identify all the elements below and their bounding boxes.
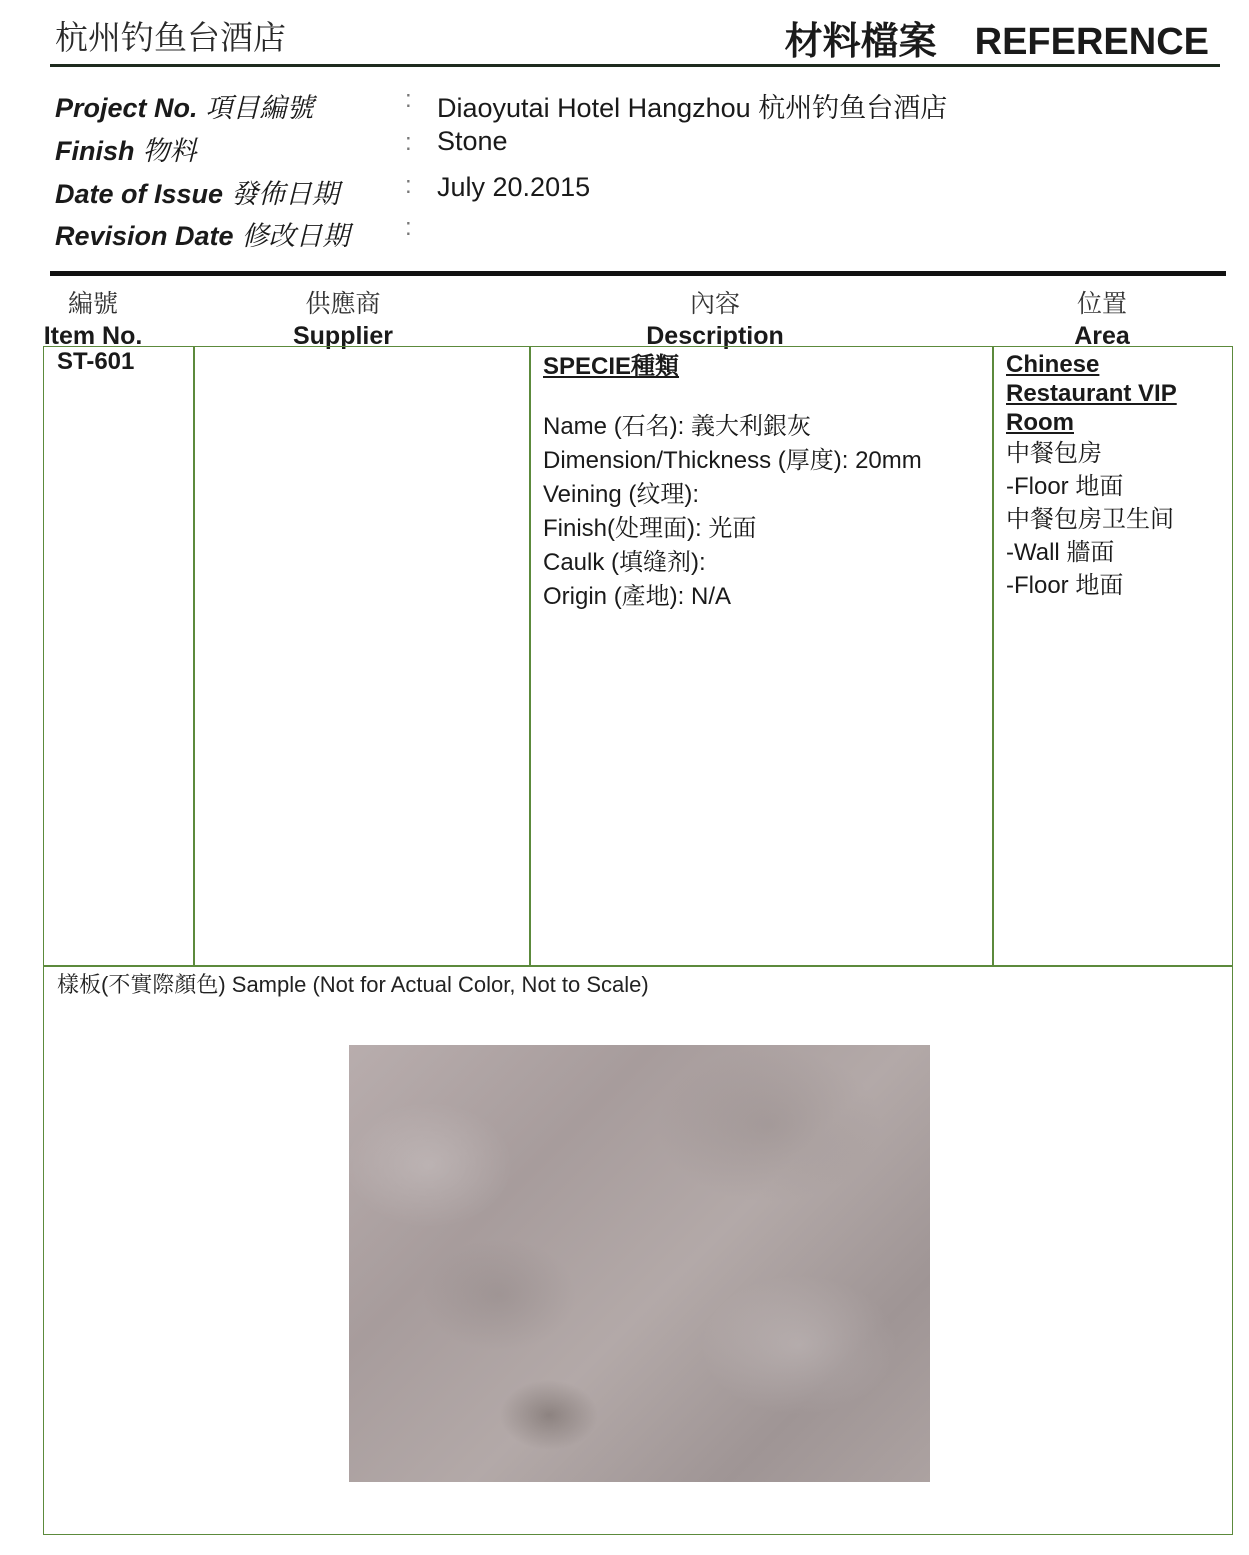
area-line: -Floor 地面 bbox=[1006, 473, 1124, 500]
title-en: REFERENCE bbox=[974, 21, 1209, 63]
stone-name: Name (石名): 義大利銀灰 bbox=[543, 413, 812, 440]
area-heading: Chinese Restaurant VIP Room bbox=[1006, 351, 1177, 436]
hotel-name-cn: 杭州钓鱼台酒店 bbox=[55, 19, 286, 56]
finish-label: Finish 物料 bbox=[55, 136, 197, 166]
column-header-supplier: 供應商 Supplier bbox=[292, 290, 393, 350]
sample-caption: 樣板(不實際顏色) Sample (Not for Actual Color, Not to Scale) bbox=[57, 972, 649, 997]
colon: : bbox=[405, 214, 412, 241]
section-divider bbox=[50, 271, 1226, 276]
specie-heading: SPECIE種類 bbox=[543, 353, 680, 380]
column-header-description: 內容 Description bbox=[646, 290, 784, 350]
colon: : bbox=[405, 172, 412, 199]
veining: Veining (纹理): bbox=[543, 481, 700, 508]
date-of-issue-label: Date of Issue 發佈日期 bbox=[55, 179, 340, 209]
row-divider bbox=[43, 965, 1233, 967]
column-divider bbox=[992, 346, 994, 966]
area-line: -Floor 地面 bbox=[1006, 572, 1124, 599]
document-title bbox=[785, 10, 1209, 65]
header-divider bbox=[50, 64, 1220, 67]
area-line: 中餐包房卫生间 bbox=[1006, 506, 1174, 533]
colon: : bbox=[405, 86, 412, 113]
project-no-value: Diaoyutai Hotel Hangzhou 杭州钓鱼台酒店 bbox=[437, 93, 948, 123]
area-line: -Wall 牆面 bbox=[1006, 539, 1115, 566]
description-cell bbox=[543, 350, 922, 614]
area-cell bbox=[1006, 350, 1228, 602]
project-no-label: Project No. 項目編號 bbox=[55, 93, 314, 123]
finish-value: Stone bbox=[437, 126, 508, 156]
area-line: 中餐包房 bbox=[1006, 440, 1102, 467]
origin: Origin (產地): N/A bbox=[543, 583, 732, 610]
item-no-value: ST-601 bbox=[57, 348, 135, 375]
revision-date-label: Revision Date 修改日期 bbox=[55, 221, 350, 251]
date-of-issue-value: July 20.2015 bbox=[437, 172, 591, 202]
caulk: Caulk (填缝剂): bbox=[543, 549, 706, 576]
dimension-thickness: Dimension/Thickness (厚度): 20mm bbox=[543, 447, 922, 474]
column-header-area: 位置 Area bbox=[1074, 290, 1130, 350]
column-divider bbox=[529, 346, 531, 966]
finish-treatment: Finish(处理面): 光面 bbox=[543, 515, 757, 542]
stone-sample-swatch bbox=[349, 1045, 930, 1482]
colon: : bbox=[405, 129, 412, 156]
title-cn: 材料檔案 bbox=[784, 21, 937, 63]
column-header-item-no: 編號 Item No. bbox=[43, 290, 143, 350]
column-divider bbox=[193, 346, 195, 966]
